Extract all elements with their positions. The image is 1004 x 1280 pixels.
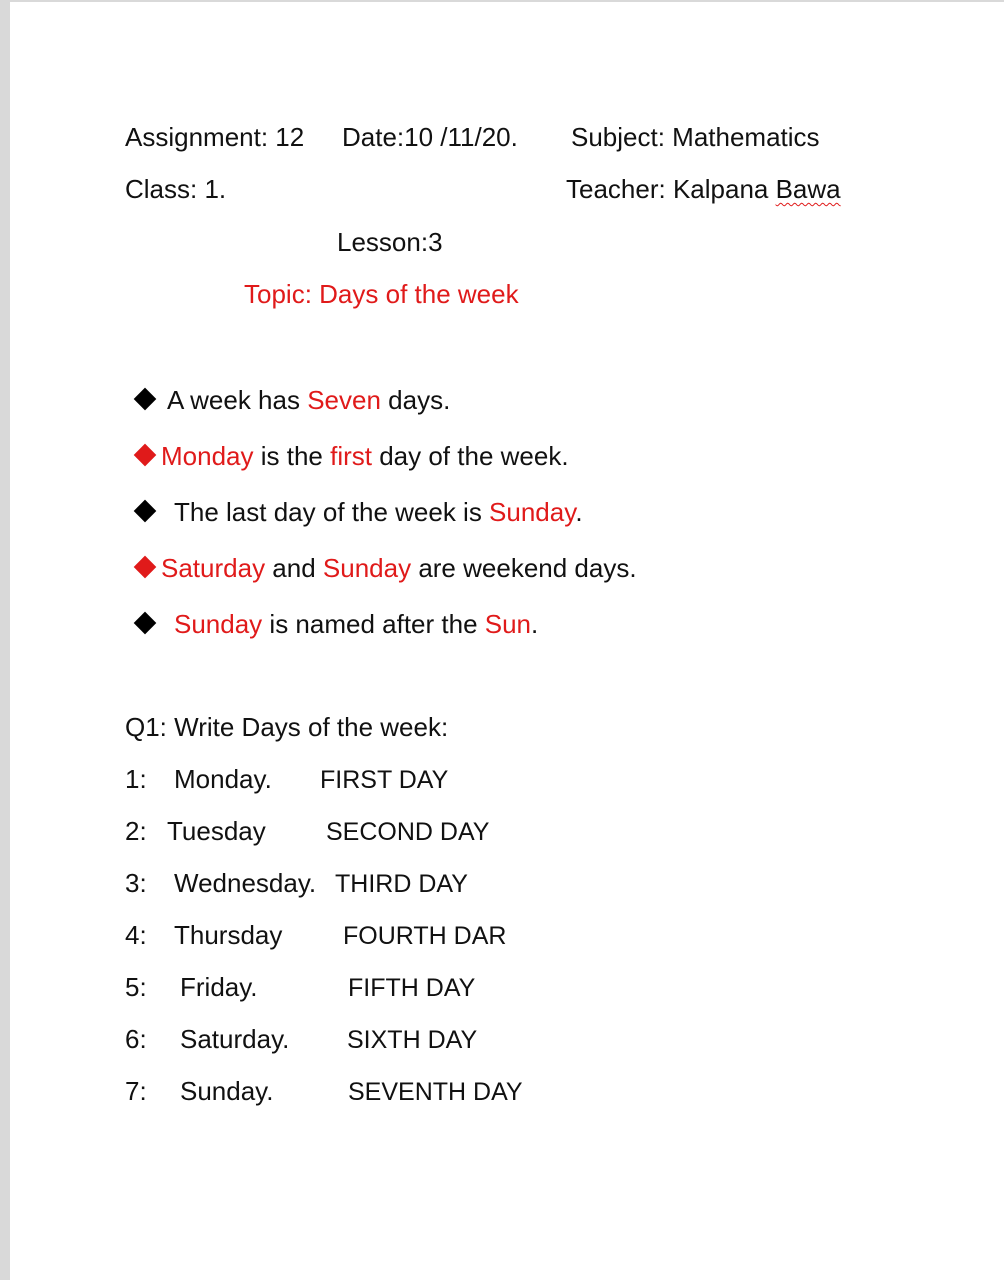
day-ordinal: SECOND DAY: [326, 818, 490, 846]
day-name: Saturday.: [180, 1024, 290, 1054]
diamond-bullet-icon: [134, 556, 157, 579]
day-ordinal: SIXTH DAY: [347, 1026, 478, 1054]
day-ordinal: FOURTH DAR: [343, 922, 507, 950]
day-ordinal: SEVENTH DAY: [348, 1078, 523, 1106]
day-name: Monday.: [174, 764, 272, 794]
diamond-bullet-icon: [134, 388, 157, 411]
subject: Subject: Mathematics: [571, 122, 820, 152]
fact-text: Saturday and Sunday are weekend days.: [161, 553, 637, 583]
assignment-number: Assignment: 12: [125, 122, 305, 152]
day-ordinal: FIFTH DAY: [348, 974, 476, 1002]
day-ordinal: THIRD DAY: [335, 870, 468, 898]
teacher-name: [566, 174, 841, 204]
lesson-number: Lesson:3: [337, 227, 443, 257]
day-name: Thursday: [174, 920, 283, 950]
fact-text: The last day of the week is Sunday.: [174, 497, 583, 527]
day-name: Wednesday.: [174, 868, 317, 898]
fact-text: A week has Seven days.: [167, 385, 451, 415]
assignment-date: Date:10 /11/20.: [342, 122, 518, 152]
teacher-label: Teacher: Kalpana: [566, 174, 776, 204]
topic-heading: Topic: Days of the week: [244, 279, 519, 309]
row-number: 6:: [125, 1024, 147, 1054]
row-number: 7:: [125, 1076, 147, 1106]
day-name: Friday.: [180, 972, 258, 1002]
day-name: Sunday.: [180, 1076, 274, 1106]
fact-text: Monday is the first day of the week.: [161, 441, 569, 471]
day-name: Tuesday: [167, 816, 266, 846]
row-number: 1:: [125, 764, 147, 794]
diamond-bullet-icon: [134, 444, 157, 467]
row-number: 2:: [125, 816, 147, 846]
day-ordinal: FIRST DAY: [320, 766, 449, 794]
question-title: Q1: Write Days of the week:: [125, 712, 449, 742]
row-number: 5:: [125, 972, 147, 1002]
teacher-surname: Bawa: [775, 174, 841, 204]
class-label: Class: 1.: [125, 174, 227, 204]
diamond-bullet-icon: [134, 612, 157, 635]
document-page: [10, 2, 1004, 1280]
diamond-bullet-icon: [134, 500, 157, 523]
row-number: 4:: [125, 920, 147, 950]
row-number: 3:: [125, 868, 147, 898]
fact-text: Sunday is named after the Sun.: [174, 609, 539, 639]
